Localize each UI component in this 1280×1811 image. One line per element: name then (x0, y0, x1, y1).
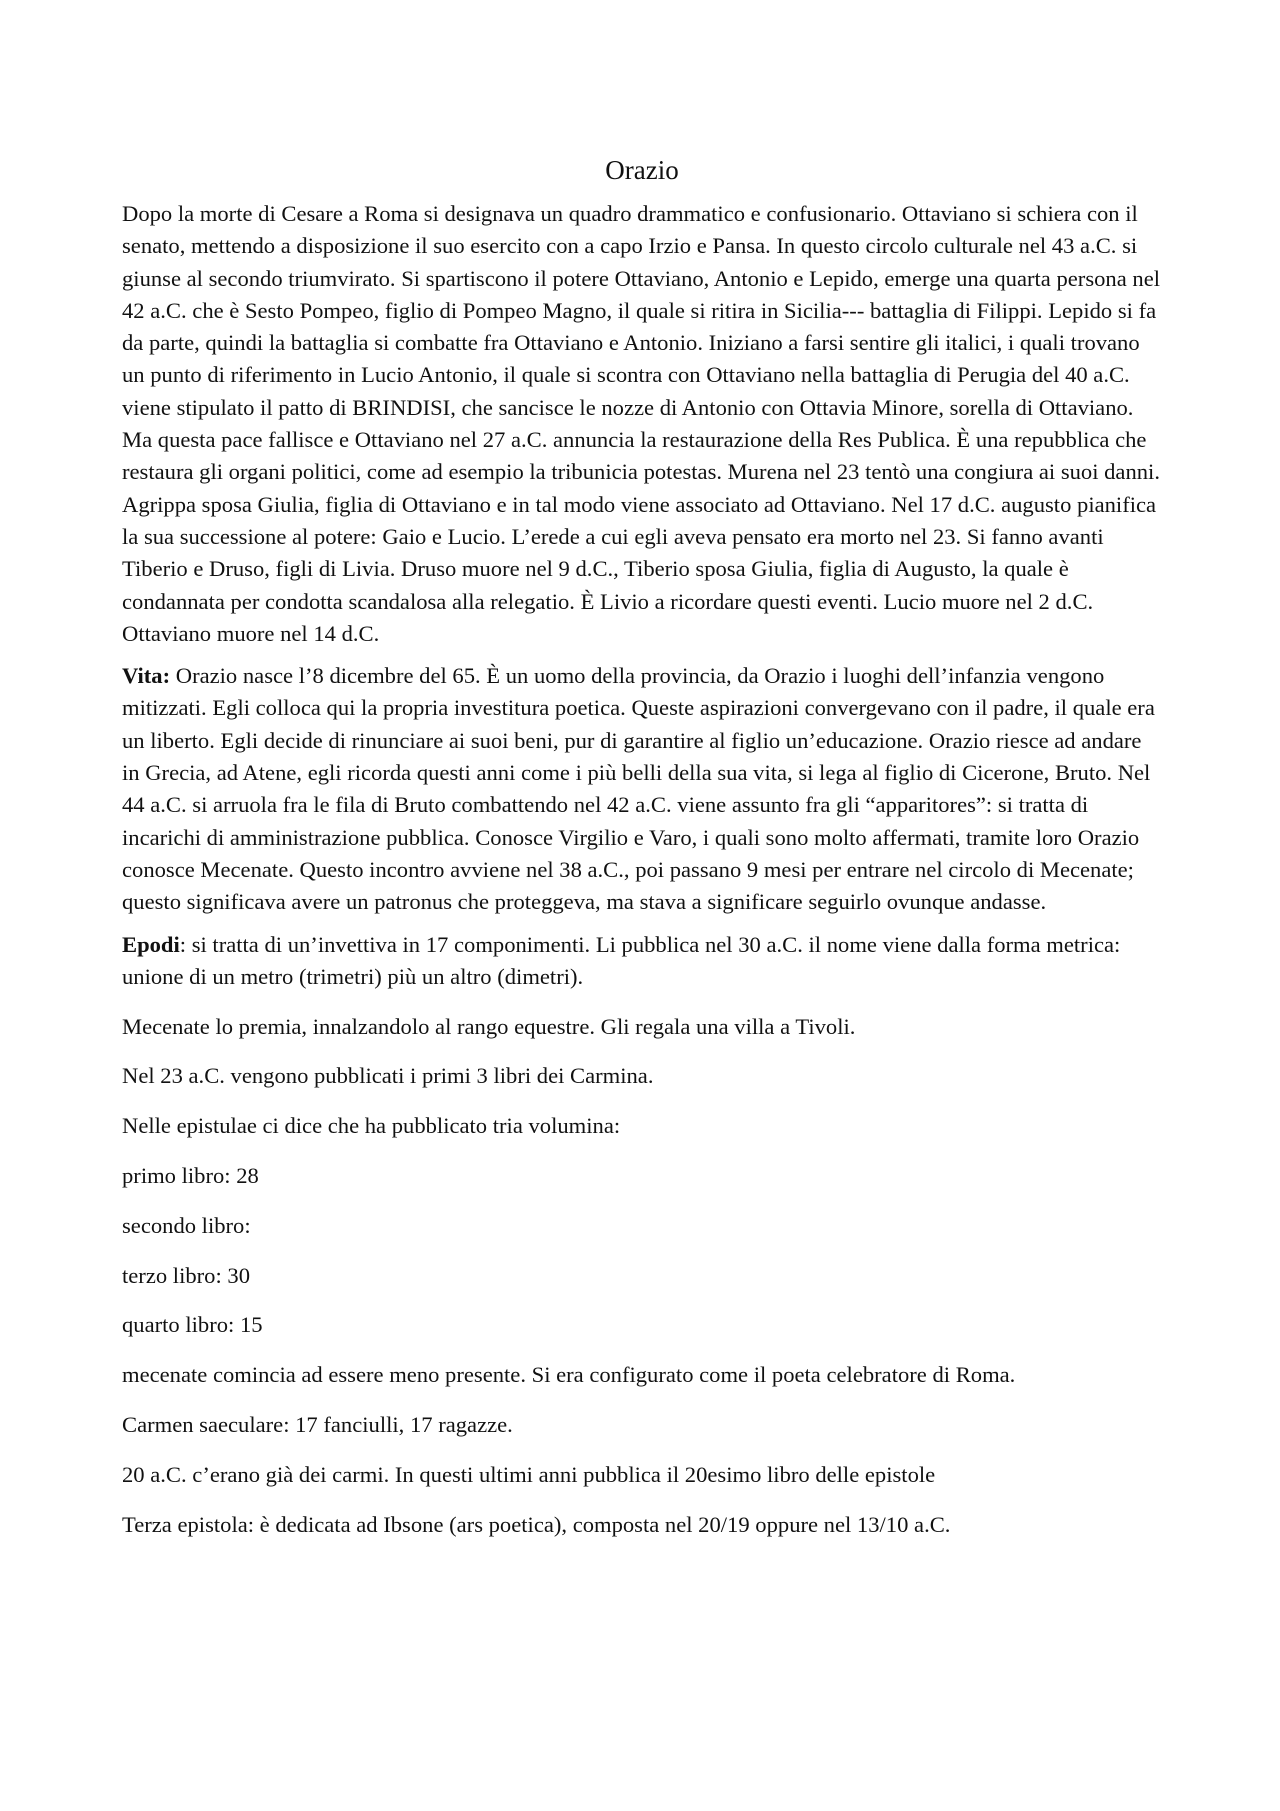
document-title: Orazio (605, 155, 679, 185)
mecenate-absent-line: mecenate comincia ad essere meno presente. Si era configurato come il poeta celebratore di Roma. (122, 1362, 1016, 1388)
epodi-label: Epodi (122, 931, 180, 957)
intro-paragraph: Dopo la morte di Cesare a Roma si designava un quadro drammatico e confusionario. Ottaviano si schiera con il senato, mettendo a disposizione il suo esercito con a capo Irzio e Pansa. In questo circolo culturale nel 43 a.C. si giunse al secondo triumvirato. Si spartiscono il potere Ottaviano, Antonio e Lepido, emerge una quarta persona nel 42 a.C. che è Sesto Pompeo, figlio di Pompeo Magno, il quale si ritira in Sicilia--- battaglia di Filippi. Lepido si fa da parte, quindi la battaglia si combatte fra Ottaviano e Antonio. Iniziano a farsi sentire gli italici, i quali trovano un punto di riferimento in Lucio Antonio, il quale si scontra con Ottaviano nella battaglia di Perugia del 40 a.C. viene stipulato il patto di BRINDISI, che sancisce le nozze di Antonio con Ottavia Minore, sorella di Ottaviano. Ma questa pace fallisce e Ottaviano nel 27 a.C. annuncia la restaurazione della Res Publica. È una repubblica che restaura gli organi politici, come ad esempio la tribunicia potestas. Murena nel 23 tentò una congiura ai suoi danni. Agrippa sposa Giulia, figlia di Ottaviano e in tal modo viene associato ad Ottaviano. Nel 17 d.C. augusto pianifica la sua successione al potere: Gaio e Lucio. L’erede a cui egli aveva pensato era morto nel 23. Si fanno avanti Tiberio e Druso, figli di Livia. Druso muore nel 9 d.C., Tiberio sposa Giulia, figlia di Augusto, la quale è condannata per condotta scandalosa alla relegatio. È Livio a ricordare questi eventi. Lucio muore nel 2 d.C. Ottaviano muore nel 14 d.C. (122, 201, 1160, 646)
carmina-line: Nel 23 a.C. vengono pubblicati i primi 3 libri dei Carmina. (122, 1063, 654, 1089)
epodi-text: : si tratta di un’invettiva in 17 componimenti. Li pubblica nel 30 a.C. il nome viene dalla forma metrica: unione di un metro (trimetri) più un altro (dimetri). (122, 931, 1121, 989)
book-one-line: primo libro: 28 (122, 1163, 259, 1189)
book-four-line: quarto libro: 15 (122, 1312, 263, 1338)
book-three-line: terzo libro: 30 (122, 1262, 250, 1288)
book-two-line: secondo libro: (122, 1212, 251, 1238)
terza-epistola-line: Terza epistola: è dedicata ad Ibsone (ars poetica), composta nel 20/19 oppure nel 13/10 a.C. (122, 1511, 951, 1537)
vita-paragraph (122, 660, 1162, 918)
vita-label: Vita: (122, 663, 171, 689)
epodi-paragraph (122, 929, 1162, 994)
epistole-line: 20 a.C. c’erano già dei carmi. In questi ultimi anni pubblica il 20esimo libro delle epistole (122, 1461, 936, 1487)
carmen-saeculare-line: Carmen saeculare: 17 fanciulli, 17 ragazze. (122, 1412, 513, 1437)
epistulae-line: Nelle epistulae ci dice che ha pubblicato tria volumina: (122, 1113, 621, 1139)
mecenate-line: Mecenate lo premia, innalzandolo al rango equestre. Gli regala una villa a Tivoli. (122, 1013, 856, 1039)
vita-text: Orazio nasce l’8 dicembre del 65. È un uomo della provincia, da Orazio i luoghi dell’infanzia vengono mitizzati. Egli colloca qui la propria investitura poetica. Queste aspirazioni convergevano con il padre, il quale era un liberto. Egli decide di rinunciare ai suoi beni, pur di garantire al figlio un’educazione. Orazio riesce ad andare in Grecia, ad Atene, egli ricorda questi anni come i più belli della sua vita, si lega al figlio di Cicerone, Bruto. Nel 44 a.C. si arruola fra le fila di Bruto combattendo nel 42 a.C. viene assunto fra gli “apparitores”: si tratta di incarichi di amministrazione pubblica. Conosce Virgilio e Varo, i quali sono molto affermati, tramite loro Orazio conosce Mecenate. Questo incontro avviene nel 38 a.C., poi passano 9 mesi per entrare nel circolo di Mecenate; questo significava avere un patronus che proteggeva, ma stava a significare seguirlo ovunque andasse. (122, 663, 1155, 915)
document-page (122, 150, 1162, 1541)
